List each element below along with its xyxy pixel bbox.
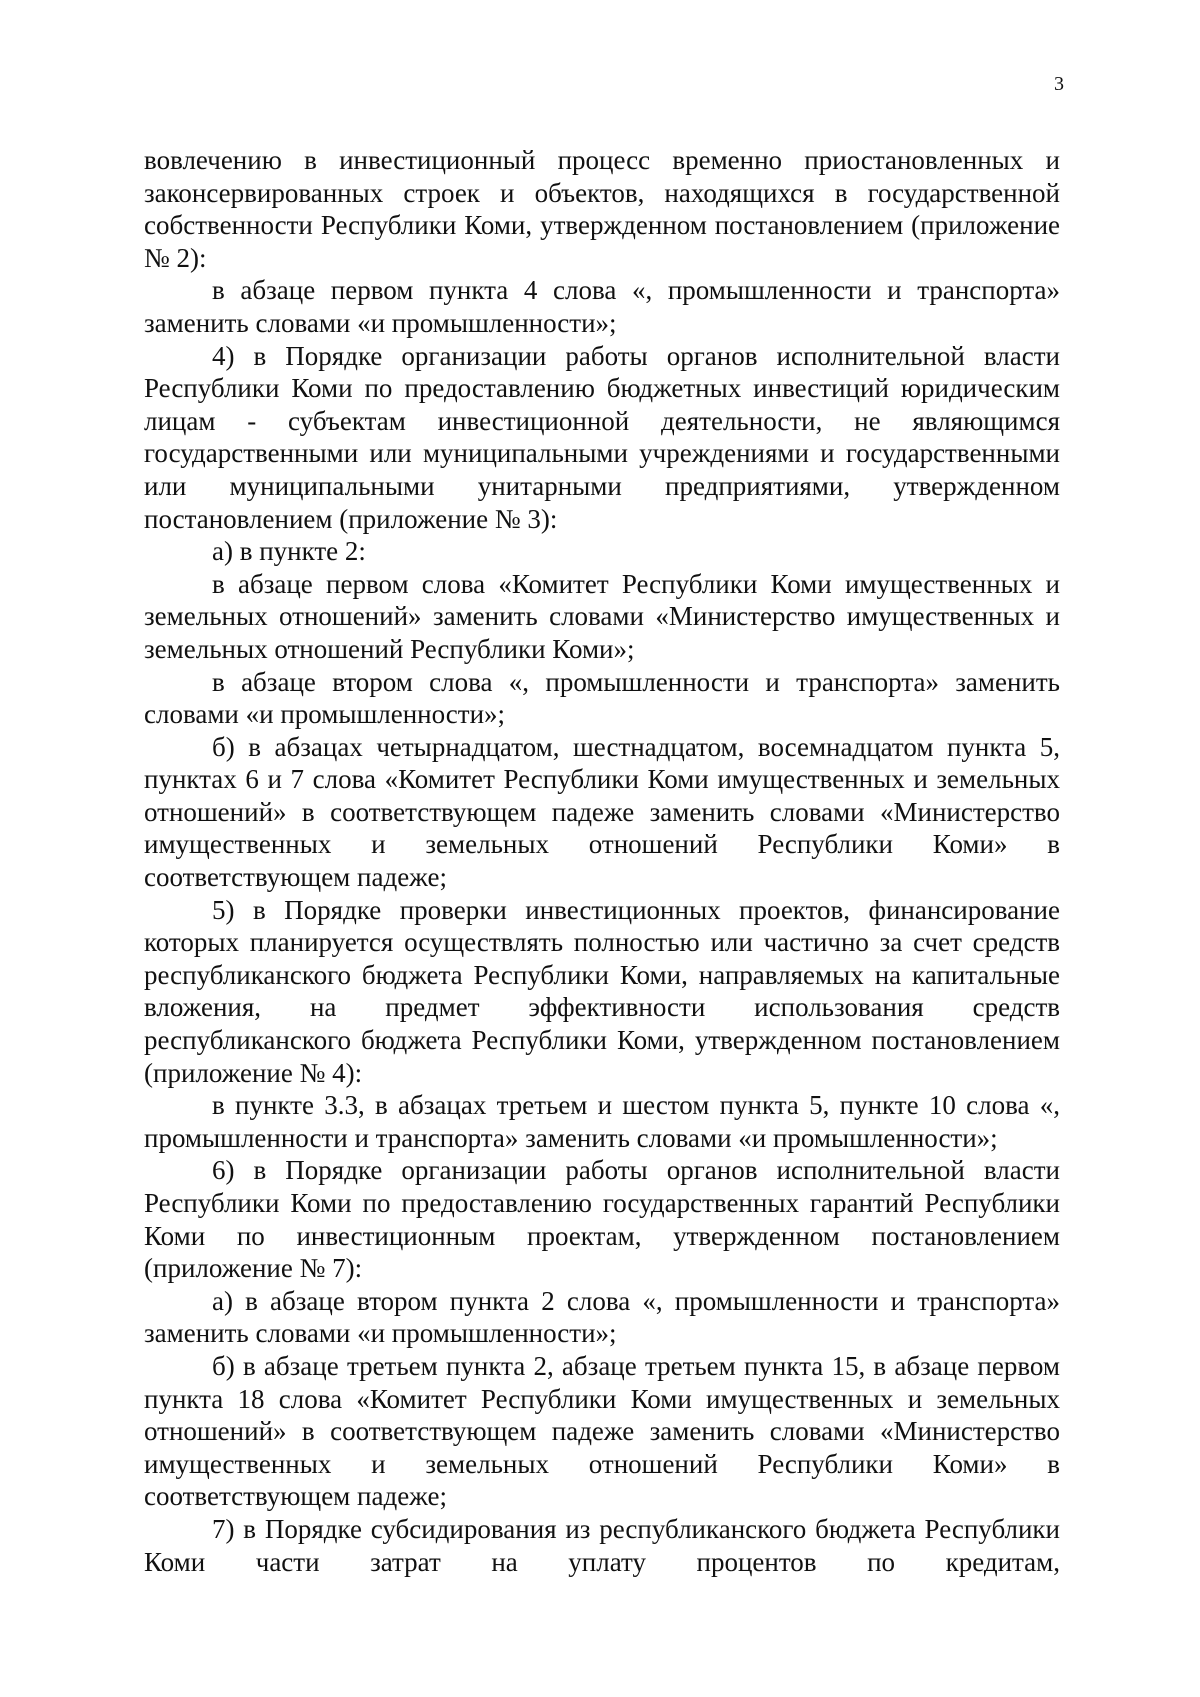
paragraph: в абзаце первом пункта 4 слова «, промышленности и транспорта» заменить словами «и промышленности»;: [144, 275, 1060, 338]
paragraph: 4) в Порядке организации работы органов исполнительной власти Республики Коми по предоставлению бюджетных инвестиций юридическим лицам - субъектам инвестиционной деятельности, не являющимся государственными или муниципальными учреждениями и государственными или муниципальными унитарными предприятиями, утвержденном постановлением (приложение № 3):: [144, 340, 1060, 534]
paragraph: б) в абзацах четырнадцатом, шестнадцатом, восемнадцатом пункта 5, пунктах 6 и 7 слова «Комитет Республики Коми имущественных и земельных отношений» в соответствующем падеже заменить словами «Министерство имущественных и земельных отношений Республики Коми» в соответствующем падеже;: [144, 731, 1060, 893]
document-body: [144, 144, 1060, 1578]
paragraph: в абзаце втором слова «, промышленности и транспорта» заменить словами «и промышленности»;: [144, 666, 1060, 730]
paragraph: в пункте 3.3, в абзацах третьем и шестом пункта 5, пункте 10 слова «, промышленности и транспорта» заменить словами «и промышленности»;: [144, 1090, 1060, 1153]
paragraph: вовлечению в инвестиционный процесс временно приостановленных и законсервированных строек и объектов, находящихся в государственной собственности Республики Коми, утвержденном постановлением (приложение № 2):: [144, 145, 1060, 273]
paragraph: б) в абзаце третьем пункта 2, абзаце третьем пункта 15, в абзаце первом пункта 18 слова «Комитет Республики Коми имущественных и земельных отношений» в соответствующем падеже заменить словами «Министерство имущественных и земельных отношений Республики Коми» в соответствующем падеже;: [144, 1350, 1060, 1512]
paragraph: 5) в Порядке проверки инвестиционных проектов, финансирование которых планируется осуществлять полностью или частично за счет средств республиканского бюджета Республики Коми, направляемых на капитальные вложения, на предмет эффективности использования средств республиканского бюджета Республики Коми, утвержденном постановлением (приложение № 4):: [144, 894, 1060, 1088]
paragraph: в абзаце первом слова «Комитет Республики Коми имущественных и земельных отношений» заменить словами «Министерство имущественных и земельных отношений Республики Коми»;: [144, 568, 1060, 664]
paragraph: а) в пункте 2:: [212, 536, 366, 567]
paragraph: а) в абзаце втором пункта 2 слова «, промышленности и транспорта» заменить словами «и промышленности»;: [144, 1285, 1060, 1349]
paragraph: 7) в Порядке субсидирования из республиканского бюджета Республики Коми части затрат на уплату процентов по кредитам,: [144, 1513, 1060, 1577]
page-number: 3: [1054, 73, 1064, 95]
paragraph: 6) в Порядке организации работы органов исполнительной власти Республики Коми по предоставлению государственных гарантий Республики Коми по инвестиционным проектам, утвержденном постановлением (приложение № 7):: [144, 1155, 1060, 1284]
